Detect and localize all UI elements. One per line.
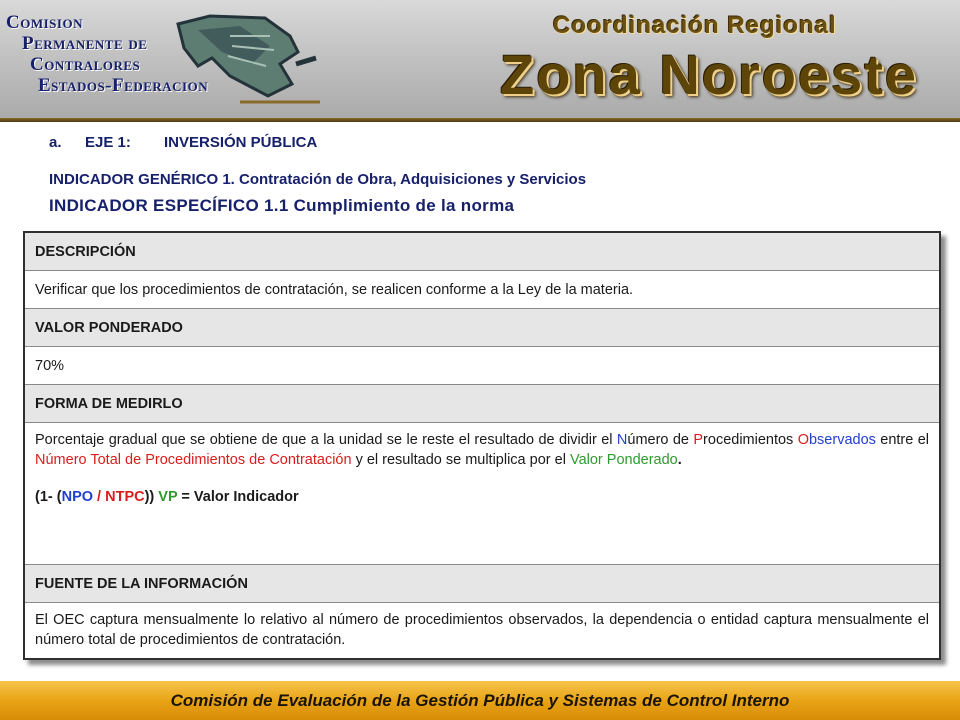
weight-value: 70% [25, 347, 939, 385]
region-name: Zona Noroeste [500, 43, 919, 106]
footer-bar [0, 681, 960, 720]
specific-indicator: INDICADOR ESPECÍFICO 1.1 Cumplimiento de la norma [49, 196, 515, 215]
generic-indicator: INDICADOR GENÉRICO 1. Contratación de Obra, Adquisiciones y Servicios [49, 171, 587, 188]
axis-name: INVERSIÓN PÚBLICA [164, 134, 318, 151]
header-divider [0, 118, 960, 122]
axis-label: EJE 1: [85, 134, 131, 151]
measure-paragraph: Porcentaje gradual que se obtiene de que a la unidad se le reste el resultado de dividir el Número de Procedimientos Observados entre el Número Total de Procedimientos de Contratación y el resultado se multiplica por el Valor Ponderado. [35, 432, 929, 468]
map-logo-icon [170, 6, 320, 118]
source-header: FUENTE DE LA INFORMACIÓN [25, 565, 939, 603]
org-name-line: Contralores [30, 54, 141, 75]
axis-marker: a. [49, 134, 62, 151]
axis-heading [49, 134, 317, 151]
measure-header: FORMA DE MEDIRLO [25, 385, 939, 423]
source-text: El OEC captura mensualmente lo relativo al número de procedimientos observados, la dependencia o entidad captura mensualmente el número total de procedimientos de contratación. [35, 612, 929, 648]
description-text: Verificar que los procedimientos de contratación, se realicen conforme a la Ley de la materia. [25, 271, 939, 309]
org-name-line: Comision [6, 12, 83, 33]
description-header: DESCRIPCIÓN [25, 233, 939, 271]
region-title: Coordinación Regional [553, 12, 837, 39]
weight-header: VALOR PONDERADO [25, 309, 939, 347]
measure-text [25, 423, 939, 565]
org-name-line: Estados-Federacion [38, 75, 209, 96]
formula: (1- (NPO / NTPC)) VP = Valor Indicador [35, 489, 299, 505]
org-name-line: Permanente de [22, 33, 148, 54]
header-banner [0, 0, 960, 122]
footer-text: Comisión de Evaluación de la Gestión Pública y Sistemas de Control Interno [170, 690, 790, 710]
indicator-table [23, 231, 941, 660]
